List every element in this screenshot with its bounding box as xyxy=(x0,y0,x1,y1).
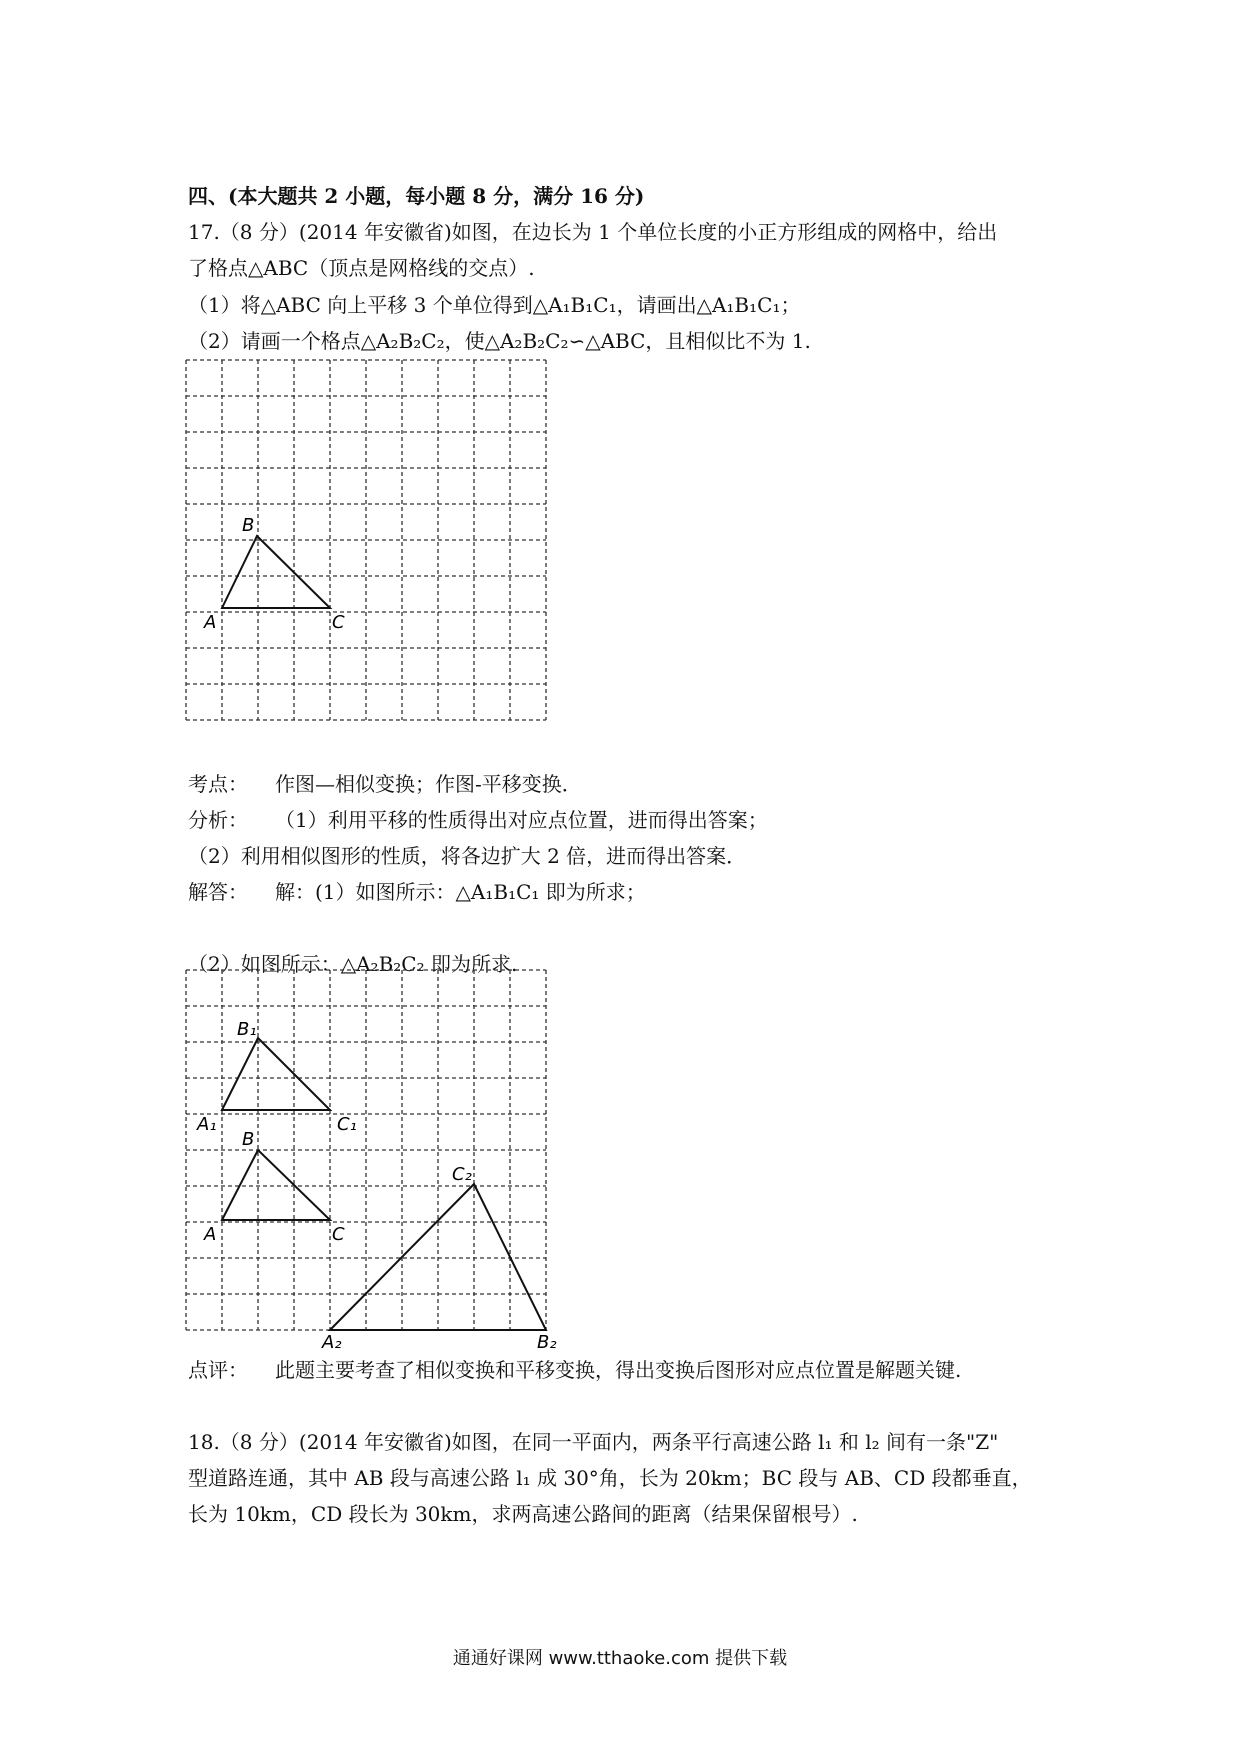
fenxi-text1: （1）利用平移的性质得出对应点位置，进而得出答案； xyxy=(275,808,768,832)
section-title: 四、(本大题共 2 小题，每小题 8 分，满分 16 分) xyxy=(188,184,645,208)
q17-line1: 17.（8 分）(2014 年安徽省)如图，在边长为 1 个单位长度的小正方形组成的网格中，给出 xyxy=(188,220,998,244)
triangle-abc xyxy=(222,536,330,608)
jieda-label: 解答： xyxy=(188,880,248,904)
q17-line2: 了格点△ABC（顶点是网格线的交点）. xyxy=(188,256,535,280)
kaodian-text: 作图—相似变换；作图-平移变换． xyxy=(275,772,582,796)
fenxi-text2: （2）利用相似图形的性质，将各边扩大 2 倍，进而得出答案． xyxy=(188,844,747,868)
label-a1: A₁ xyxy=(197,1114,217,1135)
label-c2: C₂ xyxy=(452,1164,472,1185)
label-c: C xyxy=(332,612,345,633)
label-b2: B₂ xyxy=(537,1332,557,1348)
label-c: C xyxy=(332,1224,345,1245)
q18-line1: 18.（8 分）(2014 年安徽省)如图，在同一平面内，两条平行高速公路 l₁ 和 l₂ 间有一条"Z" xyxy=(188,1430,999,1454)
label-b1: B₁ xyxy=(237,1019,257,1040)
label-a: A xyxy=(204,612,217,633)
jieda-text: 解：(1）如图所示：△A₁B₁C₁ 即为所求； xyxy=(275,880,646,904)
footer: 通通好课网 www.tthaoke.com 提供下载 xyxy=(452,1648,788,1669)
q18-line2: 型道路连通，其中 AB 段与高速公路 l₁ 成 30°角，长为 20km；BC 段与 AB、CD 段都垂直， xyxy=(188,1466,1032,1490)
label-b: B xyxy=(242,1129,255,1150)
q17-part2: （2）请画一个格点△A₂B₂C₂，使△A₂B₂C₂∽△ABC，且相似比不为 1. xyxy=(188,329,811,353)
figure-2-grid xyxy=(182,958,562,1348)
grid-lines xyxy=(186,360,546,720)
triangle-abc xyxy=(222,1150,330,1220)
label-c1: C₁ xyxy=(337,1114,357,1135)
figure-1-grid xyxy=(182,356,562,736)
dianping-label: 点评： xyxy=(188,1358,248,1382)
q17-part1: （1）将△ABC 向上平移 3 个单位得到△A₁B₁C₁，请画出△A₁B₁C₁； xyxy=(188,293,801,317)
kaodian-label: 考点： xyxy=(188,772,248,796)
triangle-a1b1c1 xyxy=(222,1038,330,1110)
label-a: A xyxy=(204,1224,217,1245)
fenxi-label: 分析： xyxy=(188,808,248,832)
jieda-text2: （2）如图所示：△A₂B₂C₂ 即为所求. xyxy=(188,952,518,976)
label-a2: A₂ xyxy=(322,1332,342,1348)
q18-line3: 长为 10km，CD 段长为 30km，求两高速公路间的距离（结果保留根号）. xyxy=(188,1502,858,1526)
dianping-text: 此题主要考查了相似变换和平移变换，得出变换后图形对应点位置是解题关键. xyxy=(275,1358,962,1382)
label-b: B xyxy=(242,515,255,536)
